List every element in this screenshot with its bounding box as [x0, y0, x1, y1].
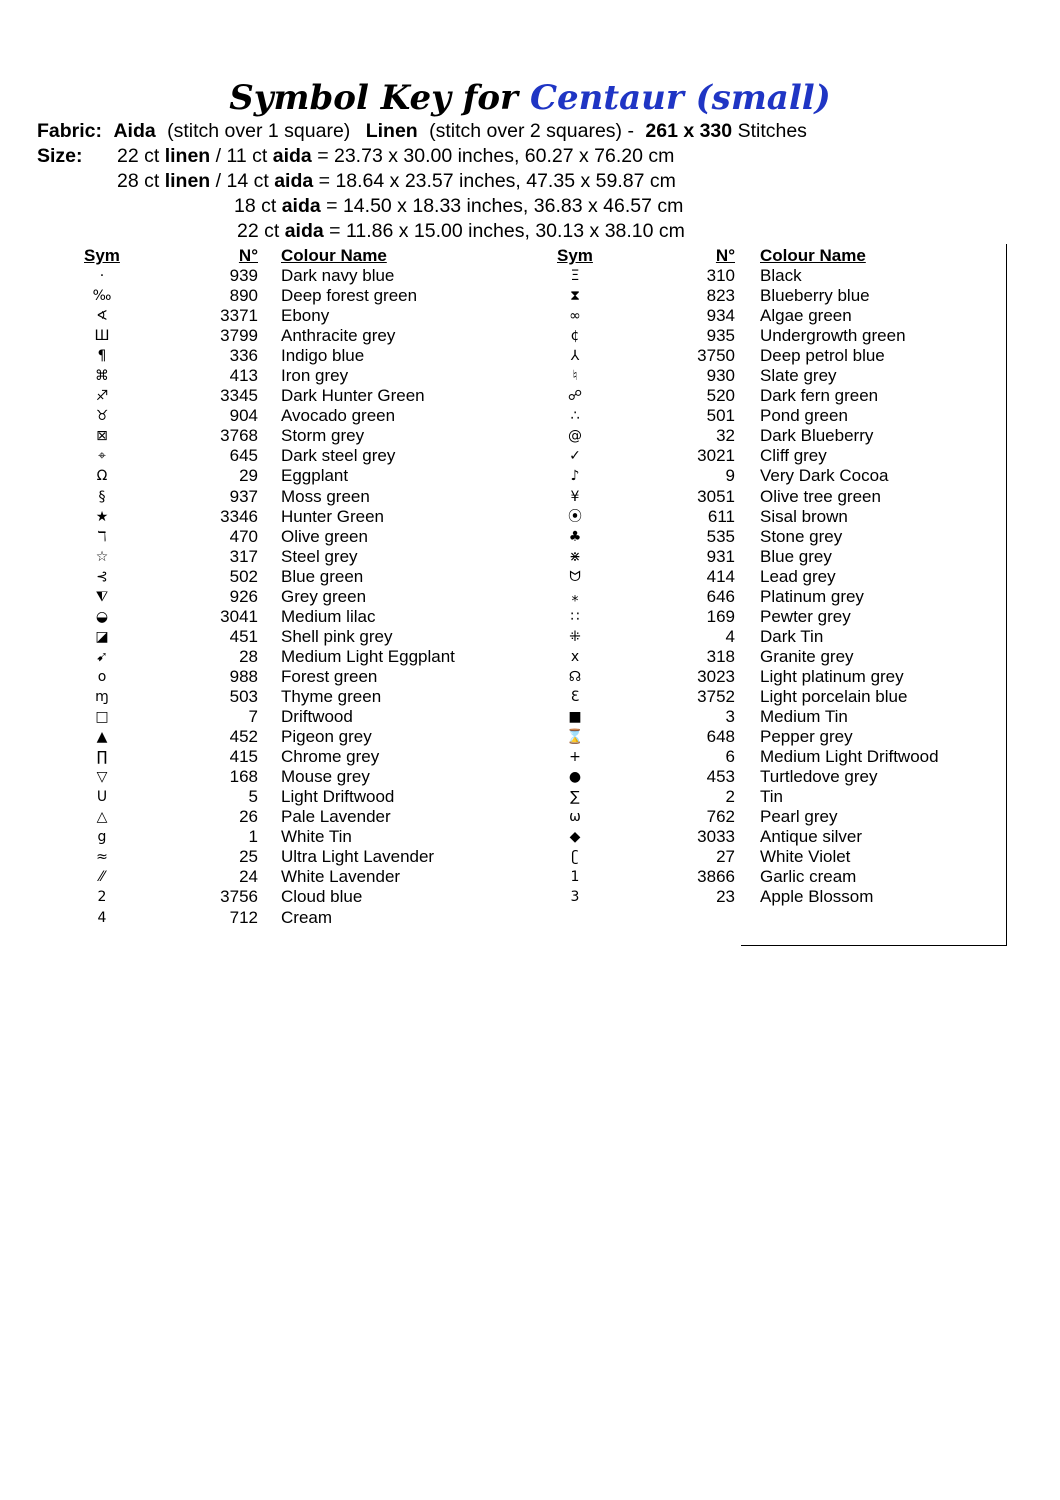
symbol-glyph: ⧨ [95, 588, 109, 605]
thread-number: 904 [229, 406, 258, 426]
thread-number: 7 [248, 707, 258, 727]
colour-name: Ebony [281, 306, 330, 326]
symbol-glyph: ⦿ [568, 508, 582, 525]
colour-name: Light porcelain blue [760, 686, 908, 706]
thread-number: 415 [229, 747, 258, 767]
symbol-glyph: ⁄⁄ [99, 869, 105, 886]
colour-name: Slate grey [760, 366, 837, 386]
colour-name: White Tin [281, 827, 352, 847]
colour-name: Olive green [281, 526, 368, 546]
colour-name: Storm grey [281, 426, 365, 446]
symbol-glyph: Ɛ [570, 688, 580, 705]
thread-number: 890 [229, 286, 258, 306]
thread-number: 3041 [220, 606, 258, 626]
fabric-linen: Linen [365, 120, 418, 142]
thread-number: 935 [706, 326, 735, 346]
thread-number: 25 [239, 847, 258, 867]
colour-name: Light platinum grey [760, 666, 904, 686]
colour-name: Forest green [281, 666, 378, 686]
thread-number: 23 [716, 887, 735, 907]
symbol-glyph: ⌖ [98, 448, 106, 465]
colour-name: Granite grey [760, 646, 854, 666]
colour-name: Medium Light Eggplant [281, 646, 455, 666]
size-line [117, 144, 674, 169]
thread-number: 4 [725, 626, 735, 646]
colour-name: Antique silver [760, 827, 863, 847]
thread-number: 5 [248, 787, 258, 807]
colour-name: Deep forest green [281, 286, 418, 306]
fabric-line [37, 119, 807, 144]
symbol-glyph: ʗ [571, 849, 579, 866]
symbol-glyph: ¶ [97, 348, 107, 365]
symbol-glyph: Ξ [570, 268, 580, 284]
symbol-glyph: ¢ [570, 328, 580, 345]
thread-number: 930 [706, 366, 735, 386]
thread-number: 6 [725, 747, 735, 767]
right-header-name: Colour Name [760, 246, 866, 265]
thread-number: 3345 [220, 386, 258, 406]
thread-number: 452 [229, 727, 258, 747]
colour-name: Tin [760, 787, 783, 807]
table-border-right [1006, 244, 1007, 946]
symbol-glyph: ‰ [92, 288, 112, 305]
thread-number: 317 [229, 546, 258, 566]
symbol-glyph: ♐ [95, 388, 109, 405]
size-linen: linen [164, 145, 211, 167]
colour-name: Black [760, 266, 802, 285]
symbol-glyph: ∏ [96, 749, 108, 766]
colour-name: Medium Tin [760, 707, 848, 727]
symbol-glyph: ● [568, 769, 582, 786]
colour-name: Undergrowth green [760, 326, 906, 346]
fabric-label: Fabric: [37, 120, 103, 142]
size-ct2: / 14 ct [215, 170, 269, 192]
colour-name: Blueberry blue [760, 286, 870, 306]
right-header-sym: Sym [557, 246, 593, 265]
colour-name: Anthracite grey [281, 326, 396, 346]
thread-number: 169 [706, 606, 735, 626]
symbol-glyph: 2 [97, 889, 107, 906]
page-title [0, 76, 1060, 120]
symbol-glyph: · [99, 268, 105, 284]
colour-name: Mouse grey [281, 767, 370, 787]
colour-name: Grey green [281, 586, 367, 606]
fabric-stitches: 261 x 330 [645, 120, 733, 142]
size-linen: linen [164, 170, 211, 192]
symbol-glyph: ω [569, 809, 581, 826]
colour-name: Driftwood [281, 707, 353, 727]
size-ct: 22 ct [237, 220, 280, 242]
size-line [237, 219, 685, 244]
symbol-glyph: ▲ [96, 729, 108, 746]
size-aida: aida [281, 195, 321, 217]
symbol-glyph: ✓ [569, 448, 581, 465]
symbol-glyph: ♮ [572, 368, 578, 385]
symbol-glyph: ⌛ [566, 729, 584, 746]
colour-name: Ultra Light Lavender [281, 847, 435, 867]
thread-number: 3021 [697, 446, 735, 466]
thread-number: 926 [229, 586, 258, 606]
thread-number: 646 [706, 586, 735, 606]
left-header-name: Colour Name [281, 246, 387, 265]
thread-number: 2 [725, 787, 735, 807]
left-header-num: N° [238, 246, 258, 265]
fabric-aida-note: (stitch over 1 square) [167, 120, 351, 142]
thread-number: 3 [725, 707, 735, 727]
thread-number: 451 [229, 626, 258, 646]
symbol-glyph: 3 [570, 889, 580, 906]
symbol-glyph: ☊ [568, 668, 582, 685]
size-label-line [37, 144, 83, 169]
colour-name: Stone grey [760, 526, 843, 546]
colour-name: Dark navy blue [281, 266, 395, 285]
symbol-glyph: ¥ [570, 488, 580, 505]
thread-number: 712 [229, 907, 258, 927]
symbol-glyph: + [569, 749, 581, 766]
thread-number: 414 [706, 566, 735, 586]
symbol-glyph: ◆ [569, 829, 581, 846]
title-prefix: Symbol Key for [229, 78, 518, 118]
table-border-bottom [741, 945, 1007, 946]
thread-number: 27 [716, 847, 735, 867]
colour-name: Avocado green [281, 406, 396, 426]
colour-name: Medium Light Driftwood [760, 747, 939, 767]
thread-number: 3023 [697, 666, 735, 686]
symbol-glyph: ⌘ [95, 368, 109, 385]
symbol-glyph: ⁎ [571, 588, 579, 605]
thread-number: 823 [706, 286, 735, 306]
thread-number: 3866 [697, 867, 735, 887]
colour-name: Thyme green [281, 686, 382, 706]
symbol-glyph: ▽ [96, 769, 108, 786]
thread-number: 3346 [220, 506, 258, 526]
right-header-num: N° [715, 246, 735, 265]
colour-name: White Violet [760, 847, 851, 867]
colour-name: Algae green [760, 306, 852, 326]
thread-number: 310 [706, 266, 735, 285]
symbol-glyph: ∢ [96, 308, 108, 325]
thread-number: 3750 [697, 346, 735, 366]
symbol-glyph: 4 [97, 909, 107, 926]
size-dimensions: = 23.73 x 30.00 inches, 60.27 x 76.20 cm [317, 145, 675, 167]
thread-number: 3756 [220, 887, 258, 907]
thread-number: 413 [229, 366, 258, 386]
colour-name: Very Dark Cocoa [760, 466, 889, 486]
thread-number: 937 [229, 486, 258, 506]
thread-number: 762 [706, 807, 735, 827]
colour-name: Light Driftwood [281, 787, 395, 807]
symbol-glyph: ☍ [567, 388, 583, 405]
colour-name: Shell pink grey [281, 626, 393, 646]
thread-number: 1 [248, 827, 258, 847]
symbol-glyph: ∞ [569, 308, 581, 325]
symbol-glyph: ⋇ [569, 548, 581, 565]
colour-name: Pond green [760, 406, 848, 426]
symbol-glyph: ♪ [570, 468, 580, 485]
colour-name: Pepper grey [760, 727, 853, 747]
size-dimensions: = 14.50 x 18.33 inches, 36.83 x 46.57 cm [326, 195, 684, 217]
size-aida: aida [274, 170, 314, 192]
colour-name: Turtledove grey [760, 767, 878, 787]
left-header-sym: Sym [84, 246, 120, 265]
thread-number: 470 [229, 526, 258, 546]
symbol-glyph: ∑ [570, 789, 580, 806]
symbol-glyph: △ [96, 809, 108, 826]
thread-number: 3768 [220, 426, 258, 446]
colour-name: Dark Tin [760, 626, 824, 646]
size-label: Size: [37, 145, 83, 167]
symbol-glyph: ∷ [570, 608, 580, 625]
colour-name: Iron grey [281, 366, 349, 386]
thread-number: 318 [706, 646, 735, 666]
thread-number: 3033 [697, 827, 735, 847]
symbol-glyph: 1 [570, 869, 580, 886]
symbol-glyph: ★ [95, 508, 109, 525]
thread-number: 611 [707, 506, 735, 526]
symbol-glyph: □ [95, 709, 109, 726]
thread-number: 26 [239, 807, 258, 827]
size-ct2: / 11 ct [215, 145, 268, 167]
symbol-glyph: x [570, 648, 580, 665]
colour-name: Platinum grey [760, 586, 864, 606]
colour-name: Pearl grey [760, 807, 838, 827]
thread-number: 3051 [697, 486, 735, 506]
colour-name: Cream [281, 907, 333, 927]
thread-number: 453 [706, 767, 735, 787]
symbol-glyph: ⊠ [96, 428, 108, 445]
thread-number: 29 [239, 466, 258, 486]
colour-name: Pale Lavender [281, 807, 391, 827]
colour-name: Eggplant [281, 466, 349, 486]
symbol-glyph: ᑌ [96, 789, 108, 806]
size-aida: aida [284, 220, 324, 242]
fabric-stitches-word: Stitches [737, 120, 807, 142]
colour-name: Chrome grey [281, 747, 380, 767]
symbol-glyph: o [97, 668, 107, 685]
colour-name: Blue green [281, 566, 364, 586]
colour-name: Cloud blue [281, 887, 363, 907]
symbol-glyph: ⧗ [570, 288, 580, 305]
colour-name: Deep petrol blue [760, 346, 885, 366]
colour-name: Dark steel grey [281, 446, 396, 466]
symbol-glyph: ◒ [95, 608, 109, 625]
fabric-linen-note: (stitch over 2 squares) - [429, 120, 634, 142]
symbol-glyph: ◪ [95, 628, 109, 645]
colour-name: Cliff grey [760, 446, 827, 466]
thread-number: 503 [229, 686, 258, 706]
symbol-glyph: § [98, 488, 106, 505]
symbol-glyph: ⁜ [569, 628, 581, 645]
symbol-glyph: ≈ [96, 849, 108, 866]
symbol-glyph: ♉ [95, 408, 109, 425]
symbol-glyph: ᗢ [569, 568, 581, 585]
colour-name: Lead grey [760, 566, 836, 586]
thread-number: 645 [229, 446, 258, 466]
symbol-glyph: ■ [568, 709, 582, 726]
thread-number: 988 [229, 666, 258, 686]
colour-name: Indigo blue [281, 346, 365, 366]
size-dimensions: = 18.64 x 23.57 inches, 47.35 x 59.87 cm [318, 170, 676, 192]
colour-name: Pigeon grey [281, 727, 372, 747]
thread-number: 168 [229, 767, 258, 787]
symbol-glyph: ∴ [570, 408, 580, 425]
thread-number: 32 [716, 426, 735, 446]
symbol-glyph: @ [568, 428, 582, 445]
thread-number: 648 [706, 727, 735, 747]
thread-number: 501 [706, 406, 735, 426]
thread-number: 3752 [697, 686, 735, 706]
symbol-glyph: ⅄ [570, 348, 580, 365]
colour-name: Sisal brown [760, 506, 848, 526]
colour-name: Garlic cream [760, 867, 857, 887]
symbol-glyph: ☆ [95, 548, 109, 565]
thread-number: 520 [706, 386, 735, 406]
thread-number: 28 [239, 646, 258, 666]
symbol-glyph: ♣ [568, 528, 582, 545]
thread-number: 939 [229, 266, 258, 285]
size-ct: 18 ct [234, 195, 277, 217]
colour-name: Olive tree green [760, 486, 881, 506]
size-aida: aida [272, 145, 312, 167]
colour-name: Hunter Green [281, 506, 384, 526]
colour-name: Steel grey [281, 546, 358, 566]
symbol-glyph: ➹ [96, 648, 108, 665]
thread-number: 3799 [220, 326, 258, 346]
thread-number: 9 [725, 466, 735, 486]
thread-number: 535 [706, 526, 735, 546]
fabric-aida: Aida [113, 120, 156, 142]
size-line [117, 169, 676, 194]
symbol-glyph: ɱ [95, 688, 109, 705]
size-ct: 28 ct [117, 170, 160, 192]
size-dimensions: = 11.86 x 15.00 inches, 30.13 x 38.10 cm [329, 220, 685, 242]
thread-number: 24 [239, 867, 258, 887]
colour-name: Moss green [281, 486, 370, 506]
symbol-glyph: Ш [94, 328, 110, 345]
colour-name: Apple Blossom [760, 887, 874, 907]
thread-number: 3371 [220, 306, 258, 326]
colour-name: White Lavender [281, 867, 401, 887]
size-ct: 22 ct [117, 145, 160, 167]
symbol-glyph: Ω [96, 468, 108, 485]
size-line [234, 194, 683, 219]
thread-number: 931 [706, 546, 735, 566]
thread-number: 502 [229, 566, 258, 586]
colour-name: Dark fern green [760, 386, 879, 406]
symbol-glyph: ℸ [97, 528, 107, 545]
colour-name: Medium lilac [281, 606, 376, 626]
title-pattern-name: Centaur (small) [529, 78, 831, 118]
thread-number: 336 [229, 346, 258, 366]
symbol-glyph: ⊰ [96, 568, 108, 585]
colour-name: Pewter grey [760, 606, 851, 626]
colour-name: Dark Hunter Green [281, 386, 425, 406]
thread-number: 934 [706, 306, 735, 326]
colour-name: Blue grey [760, 546, 832, 566]
symbol-glyph: g [97, 829, 107, 846]
colour-name: Dark Blueberry [760, 426, 874, 446]
